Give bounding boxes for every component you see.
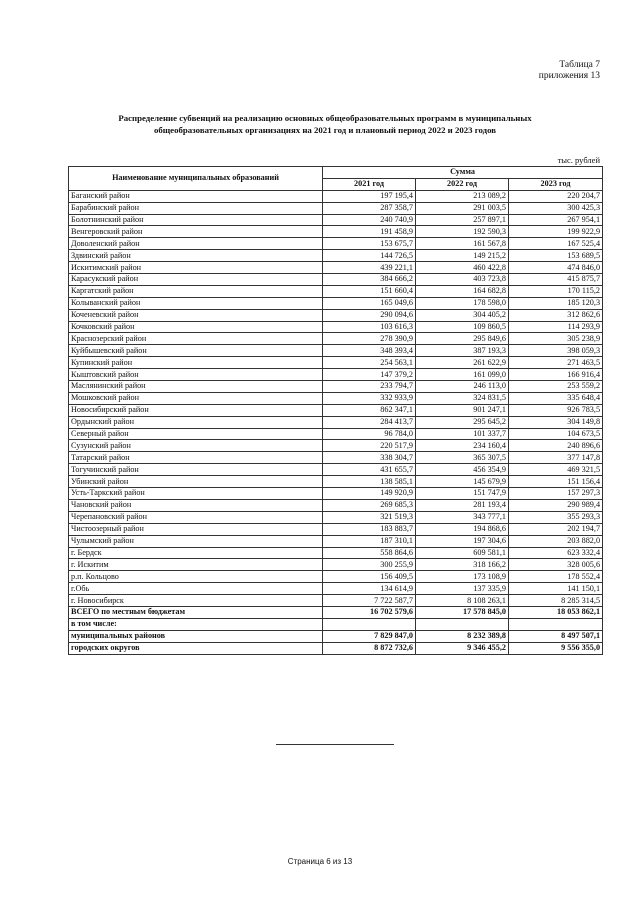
amount-cell: 321 519,3 [323, 511, 416, 523]
municipality-name-cell: Убинский район [69, 476, 323, 488]
table-row [69, 321, 603, 333]
amount-cell: 147 379,2 [323, 369, 416, 381]
table-row [69, 226, 603, 238]
subtotal-amount-cell: 9 346 455,2 [416, 642, 509, 654]
amount-cell: 202 194,7 [509, 523, 603, 535]
table-row [69, 190, 603, 202]
amount-cell: 261 622,9 [416, 357, 509, 369]
table-row [69, 369, 603, 381]
amount-cell: 191 458,9 [323, 226, 416, 238]
municipality-name-cell: Чановский район [69, 499, 323, 511]
amount-cell: 377 147,8 [509, 452, 603, 464]
amount-cell: 469 321,5 [509, 464, 603, 476]
amount-cell: 324 831,5 [416, 392, 509, 404]
amount-cell: 257 897,1 [416, 214, 509, 226]
amount-cell: 398 059,3 [509, 345, 603, 357]
including-label-cell: в том числе: [69, 618, 323, 630]
amount-cell: 137 335,9 [416, 583, 509, 595]
amount-cell: 153 689,5 [509, 250, 603, 262]
amount-cell: 101 337,7 [416, 428, 509, 440]
municipality-name-cell: г.Обь [69, 583, 323, 595]
column-header-year: 2023 год [509, 178, 603, 190]
municipality-name-cell: Северный район [69, 428, 323, 440]
title-line-1: Распределение субвенций на реализацию основных общеобразовательных программ в муниципальных [118, 113, 532, 123]
amount-cell: 312 862,6 [509, 309, 603, 321]
page-footer: Страница 6 из 13 [287, 857, 353, 866]
subtotal-row [69, 630, 603, 642]
subtotal-row [69, 642, 603, 654]
amount-cell: 403 723,8 [416, 274, 509, 286]
municipality-name-cell: Новосибирский район [69, 404, 323, 416]
amount-cell: 348 393,4 [323, 345, 416, 357]
document-title [90, 112, 560, 136]
municipality-name-cell: Венгеровский район [69, 226, 323, 238]
table-row [69, 274, 603, 286]
including-row [69, 618, 603, 630]
table-row [69, 238, 603, 250]
amount-cell: 103 616,3 [323, 321, 416, 333]
table-row [69, 416, 603, 428]
amount-cell: 290 989,4 [509, 499, 603, 511]
subtotal-label-cell: муниципальных районов [69, 630, 323, 642]
amount-cell: 287 358,7 [323, 202, 416, 214]
amount-cell: 151 156,4 [509, 476, 603, 488]
amount-cell: 439 221,1 [323, 262, 416, 274]
table-row [69, 381, 603, 393]
amount-cell: 134 614,9 [323, 583, 416, 595]
municipality-name-cell: р.п. Кольцово [69, 571, 323, 583]
municipality-name-cell: Кочковский район [69, 321, 323, 333]
amount-cell: 199 922,9 [509, 226, 603, 238]
table-row [69, 440, 603, 452]
amount-cell: 278 390,9 [323, 333, 416, 345]
amount-cell: 862 347,1 [323, 404, 416, 416]
empty-cell [509, 618, 603, 630]
municipality-name-cell: Коченевский район [69, 309, 323, 321]
amount-cell: 431 655,7 [323, 464, 416, 476]
amount-cell: 178 552,4 [509, 571, 603, 583]
amount-cell: 623 332,4 [509, 547, 603, 559]
table-row [69, 262, 603, 274]
amount-cell: 197 195,4 [323, 190, 416, 202]
municipality-name-cell: Баганский район [69, 190, 323, 202]
amount-cell: 114 293,9 [509, 321, 603, 333]
municipality-name-cell: Каргатский район [69, 285, 323, 297]
amount-cell: 141 150,1 [509, 583, 603, 595]
table-body [69, 190, 603, 654]
amount-cell: 178 598,0 [416, 297, 509, 309]
amount-cell: 246 113,0 [416, 381, 509, 393]
amount-cell: 253 559,2 [509, 381, 603, 393]
municipality-name-cell: Маслянинский район [69, 381, 323, 393]
municipality-name-cell: Мошковский район [69, 392, 323, 404]
amount-cell: 343 777,1 [416, 511, 509, 523]
amount-cell: 284 413,7 [323, 416, 416, 428]
amount-cell: 164 682,8 [416, 285, 509, 297]
amount-cell: 460 422,8 [416, 262, 509, 274]
amount-cell: 161 099,0 [416, 369, 509, 381]
municipality-name-cell: Болотнинский район [69, 214, 323, 226]
table-row [69, 285, 603, 297]
amount-cell: 281 193,4 [416, 499, 509, 511]
municipality-name-cell: Усть-Таркский район [69, 488, 323, 500]
table-row [69, 404, 603, 416]
table-row [69, 535, 603, 547]
table-row [69, 214, 603, 226]
municipality-name-cell: Черепановский район [69, 511, 323, 523]
amount-cell: 170 115,2 [509, 285, 603, 297]
table-row [69, 488, 603, 500]
amount-cell: 332 933,9 [323, 392, 416, 404]
amount-cell: 365 307,5 [416, 452, 509, 464]
municipality-name-cell: г. Искитим [69, 559, 323, 571]
municipality-name-cell: Барабинский район [69, 202, 323, 214]
amount-cell: 194 868,6 [416, 523, 509, 535]
municipality-name-cell: Здвинский район [69, 250, 323, 262]
municipality-name-cell: Кыштовский район [69, 369, 323, 381]
municipality-name-cell: Краснозерский район [69, 333, 323, 345]
municipality-name-cell: Татарский район [69, 452, 323, 464]
amount-cell: 300 425,3 [509, 202, 603, 214]
table-row [69, 464, 603, 476]
amount-cell: 415 875,7 [509, 274, 603, 286]
subventions-table [68, 166, 603, 655]
amount-cell: 220 204,7 [509, 190, 603, 202]
amount-cell: 271 463,5 [509, 357, 603, 369]
table-row [69, 333, 603, 345]
amount-cell: 305 238,9 [509, 333, 603, 345]
empty-cell [416, 618, 509, 630]
amount-cell: 387 193,3 [416, 345, 509, 357]
amount-cell: 96 784,0 [323, 428, 416, 440]
table-row [69, 357, 603, 369]
amount-cell: 335 648,4 [509, 392, 603, 404]
amount-cell: 185 120,3 [509, 297, 603, 309]
amount-cell: 233 794,7 [323, 381, 416, 393]
amount-cell: 156 409,5 [323, 571, 416, 583]
total-amount-cell: 16 702 579,6 [323, 606, 416, 618]
amount-cell: 304 405,2 [416, 309, 509, 321]
amount-cell: 183 883,7 [323, 523, 416, 535]
table-row [69, 559, 603, 571]
amount-cell: 7 722 587,7 [323, 595, 416, 607]
column-header-year: 2021 год [323, 178, 416, 190]
municipality-name-cell: Ордынский район [69, 416, 323, 428]
municipality-name-cell: Тогучинский район [69, 464, 323, 476]
amount-cell: 318 166,2 [416, 559, 509, 571]
amount-cell: 165 049,6 [323, 297, 416, 309]
amount-cell: 291 003,5 [416, 202, 509, 214]
amount-cell: 304 149,8 [509, 416, 603, 428]
amount-cell: 149 920,9 [323, 488, 416, 500]
amount-cell: 149 215,2 [416, 250, 509, 262]
table-row [69, 392, 603, 404]
table-reference [539, 60, 600, 82]
municipality-name-cell: г. Новосибирск [69, 595, 323, 607]
total-row [69, 606, 603, 618]
amount-cell: 355 293,3 [509, 511, 603, 523]
amount-cell: 192 590,3 [416, 226, 509, 238]
amount-cell: 157 297,3 [509, 488, 603, 500]
municipality-name-cell: Купинский район [69, 357, 323, 369]
column-header-sum: Сумма [323, 167, 603, 179]
subtotal-amount-cell: 8 497 507,1 [509, 630, 603, 642]
table-row [69, 547, 603, 559]
amount-cell: 290 094,6 [323, 309, 416, 321]
subtotal-amount-cell: 8 232 389,8 [416, 630, 509, 642]
municipality-name-cell: Сузунский район [69, 440, 323, 452]
amount-cell: 254 563,1 [323, 357, 416, 369]
amount-cell: 295 645,2 [416, 416, 509, 428]
table-row [69, 297, 603, 309]
column-header-name: Наименование муниципальных образований [69, 167, 323, 191]
amount-cell: 456 354,9 [416, 464, 509, 476]
amount-cell: 173 108,9 [416, 571, 509, 583]
amount-cell: 138 585,1 [323, 476, 416, 488]
municipality-name-cell: Искитимский район [69, 262, 323, 274]
amount-cell: 153 675,7 [323, 238, 416, 250]
amount-cell: 151 747,9 [416, 488, 509, 500]
total-label-cell: ВСЕГО по местным бюджетам [69, 606, 323, 618]
amount-cell: 144 726,5 [323, 250, 416, 262]
amount-cell: 104 673,5 [509, 428, 603, 440]
table-row [69, 428, 603, 440]
table-row [69, 571, 603, 583]
table-row [69, 452, 603, 464]
amount-cell: 203 882,0 [509, 535, 603, 547]
municipality-name-cell: Доволенский район [69, 238, 323, 250]
table-row [69, 476, 603, 488]
amount-cell: 474 846,0 [509, 262, 603, 274]
municipality-name-cell: Чистоозерный район [69, 523, 323, 535]
total-amount-cell: 18 053 862,1 [509, 606, 603, 618]
municipality-name-cell: г. Бердск [69, 547, 323, 559]
amount-cell: 8 108 263,1 [416, 595, 509, 607]
subtotal-amount-cell: 9 556 355,0 [509, 642, 603, 654]
municipality-name-cell: Куйбышевский район [69, 345, 323, 357]
table-row [69, 511, 603, 523]
amount-cell: 167 525,4 [509, 238, 603, 250]
units-label: тыс. рублей [557, 155, 600, 165]
table-row [69, 345, 603, 357]
amount-cell: 220 517,9 [323, 440, 416, 452]
amount-cell: 609 581,1 [416, 547, 509, 559]
amount-cell: 187 310,1 [323, 535, 416, 547]
amount-cell: 269 685,3 [323, 499, 416, 511]
amount-cell: 338 304,7 [323, 452, 416, 464]
municipality-name-cell: Колыванский район [69, 297, 323, 309]
amount-cell: 166 916,4 [509, 369, 603, 381]
amount-cell: 213 089,2 [416, 190, 509, 202]
municipality-name-cell: Карасукский район [69, 274, 323, 286]
amount-cell: 384 666,2 [323, 274, 416, 286]
table-row [69, 202, 603, 214]
amount-cell: 558 864,6 [323, 547, 416, 559]
table-row [69, 583, 603, 595]
municipality-name-cell: Чулымский район [69, 535, 323, 547]
empty-cell [323, 618, 416, 630]
table-row [69, 523, 603, 535]
amount-cell: 328 005,6 [509, 559, 603, 571]
amount-cell: 151 660,4 [323, 285, 416, 297]
amount-cell: 300 255,9 [323, 559, 416, 571]
amount-cell: 109 860,5 [416, 321, 509, 333]
subtotal-amount-cell: 8 872 732,6 [323, 642, 416, 654]
amount-cell: 8 285 314,5 [509, 595, 603, 607]
table-row [69, 499, 603, 511]
total-amount-cell: 17 578 845,0 [416, 606, 509, 618]
title-line-2: общеобразовательных организациях на 2021 год и плановый период 2022 и 2023 годов [153, 125, 497, 135]
table-number-label: Таблица 7 [559, 60, 600, 70]
table-row [69, 309, 603, 321]
amount-cell: 295 849,6 [416, 333, 509, 345]
amount-cell: 240 896,6 [509, 440, 603, 452]
amount-cell: 234 160,4 [416, 440, 509, 452]
appendix-label: приложения 13 [538, 71, 600, 81]
table-row [69, 595, 603, 607]
amount-cell: 145 679,9 [416, 476, 509, 488]
table-row [69, 250, 603, 262]
subtotal-amount-cell: 7 829 847,0 [323, 630, 416, 642]
amount-cell: 240 740,9 [323, 214, 416, 226]
column-header-year: 2022 год [416, 178, 509, 190]
amount-cell: 267 954,1 [509, 214, 603, 226]
subtotal-label-cell: городских округов [69, 642, 323, 654]
amount-cell: 197 304,6 [416, 535, 509, 547]
amount-cell: 901 247,1 [416, 404, 509, 416]
signature-divider [276, 744, 394, 745]
amount-cell: 161 567,8 [416, 238, 509, 250]
amount-cell: 926 783,5 [509, 404, 603, 416]
